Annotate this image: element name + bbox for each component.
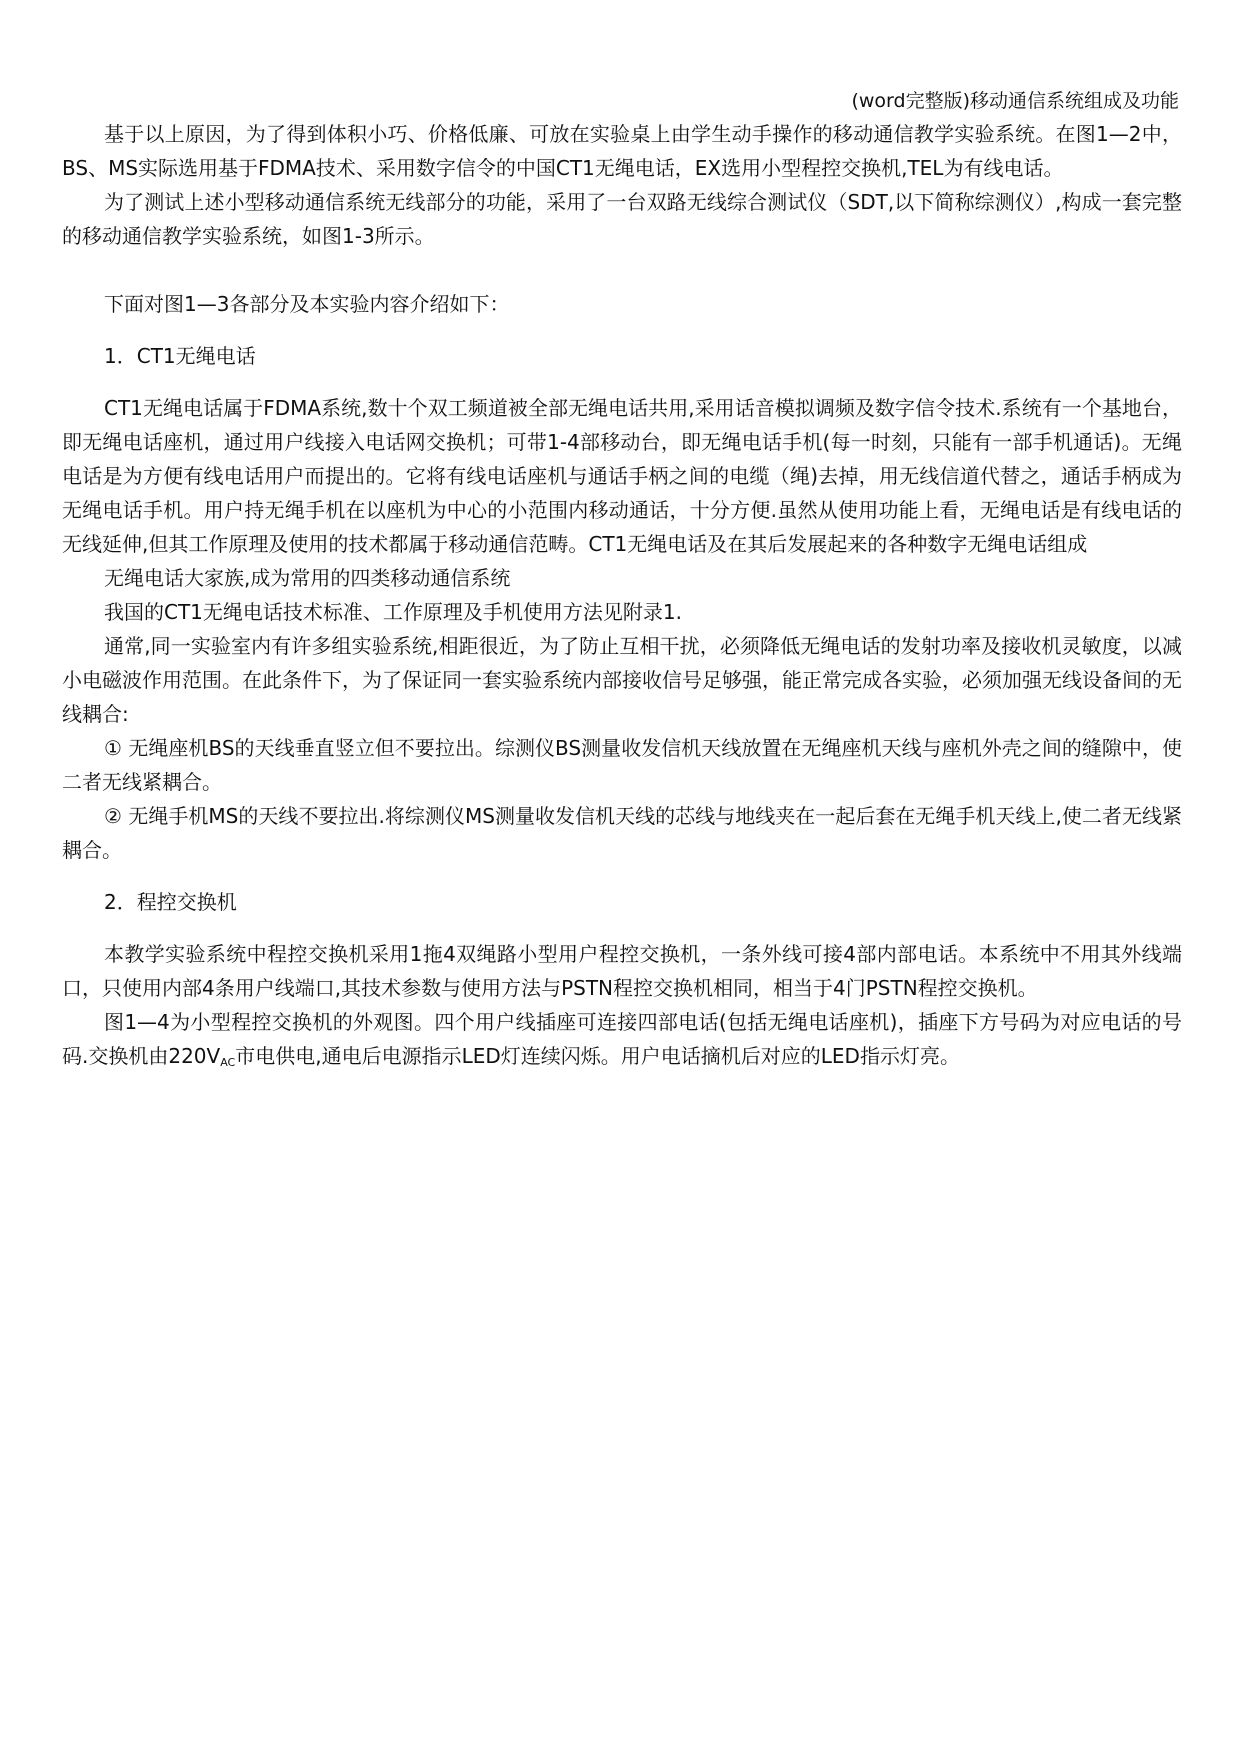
paragraph-overview: 下面对图1—3各部分及本实验内容介绍如下： xyxy=(104,292,510,316)
paragraph-intro: 基于以上原因，为了得到体积小巧、价格低廉、可放在实验桌上由学生动手操作的移动通信教学实验系统。在图1—2中，BS、MS实际选用基于FDMA技术、采用数字信令的中国CT1无绳电话，EX选用小型程控交换机,TEL为有线电话。 xyxy=(62,122,1182,180)
paragraph-spacer xyxy=(62,867,1182,885)
exchange-text-part-1: 图1—4为小型程控交换机的外观图。四个用户线插座可连接四部电话(包括无绳电话座机)，插座下方号码为对应电话的号码.交换机由220V xyxy=(62,1010,1182,1068)
paragraph-interference: 通常,同一实验室内有许多组实验系统,相距很近，为了防止互相干扰，必须降低无绳电话的发射功率及接收机灵敏度，以减小电磁波作用范围。在此条件下，为了保证同一套实验系统内部接收信号足够强，能正常完成各实验，必须加强无线设备间的无线耦合: xyxy=(62,634,1182,726)
document-body xyxy=(62,117,1182,1080)
paragraph-test-setup: 为了测试上述小型移动通信系统无线部分的功能，采用了一台双路无线综合测试仪（SDT,以下简称综测仪）,构成一套完整的移动通信教学实验系统，如图1-3所示。 xyxy=(62,190,1182,248)
paragraph-spacer xyxy=(62,373,1182,391)
paragraph-spacer xyxy=(62,253,1182,287)
running-header: (word完整版)移动通信系统组成及功能 xyxy=(851,90,1179,112)
paragraph-exchange-description: 本教学实验系统中程控交换机采用1拖4双绳路小型用户程控交换机，一条外线可接4部内部电话。本系统中不用其外线端口，只使用内部4条用户线端口,其技术参数与使用方法与PSTN程控交换机相同，相当于4门PSTN程控交换机。 xyxy=(62,942,1182,1000)
list-item-ms-antenna: ② 无绳手机MS的天线不要拉出.将综测仪MS测量收发信机天线的芯线与地线夹在一起后套在无绳手机天线上,使二者无线紧耦合。 xyxy=(62,804,1182,862)
paragraph-spacer xyxy=(62,321,1182,339)
exchange-text-part-2: 市电供电,通电后电源指示LED灯连续闪烁。用户电话摘机后对应的LED指示灯亮。 xyxy=(235,1044,960,1068)
paragraph-ct1-family: 无绳电话大家族,成为常用的四类移动通信系统 xyxy=(104,566,511,590)
section-heading-ct1: 1．CT1无绳电话 xyxy=(104,344,256,368)
paragraph-spacer xyxy=(62,919,1182,937)
section-heading-exchange: 2．程控交换机 xyxy=(104,890,237,914)
paragraph-ct1-description: CT1无绳电话属于FDMA系统,数十个双工频道被全部无绳电话共用,采用话音模拟调频及数字信令技术.系统有一个基地台，即无绳电话座机，通过用户线接入电话网交换机；可带1-4部移动台，即无绳电话手机(每一时刻，只能有一部手机通话)。无绳电话是为方便有线电话用户而提出的。它将有线电话座机与通话手柄之间的电缆（绳)去掉，用无线信道代替之，通话手柄成为无绳电话手机。用户持无绳手机在以座机为中心的小范围内移动通话，十分方便.虽然从使用功能上看，无绳电话是有线电话的无线延伸,但其工作原理及使用的技术都属于移动通信范畴。CT1无绳电话及在其后发展起来的各种数字无绳电话组成 xyxy=(62,396,1182,556)
paragraph-exchange-appearance xyxy=(62,1005,1182,1080)
paragraph-ct1-standard: 我国的CT1无绳电话技术标准、工作原理及手机使用方法见附录1. xyxy=(104,600,682,624)
list-item-bs-antenna: ① 无绳座机BS的天线垂直竖立但不要拉出。综测仪BS测量收发信机天线放置在无绳座机天线与座机外壳之间的缝隙中，使二者无线紧耦合。 xyxy=(62,736,1182,794)
ac-subscript: AC xyxy=(220,1056,236,1069)
